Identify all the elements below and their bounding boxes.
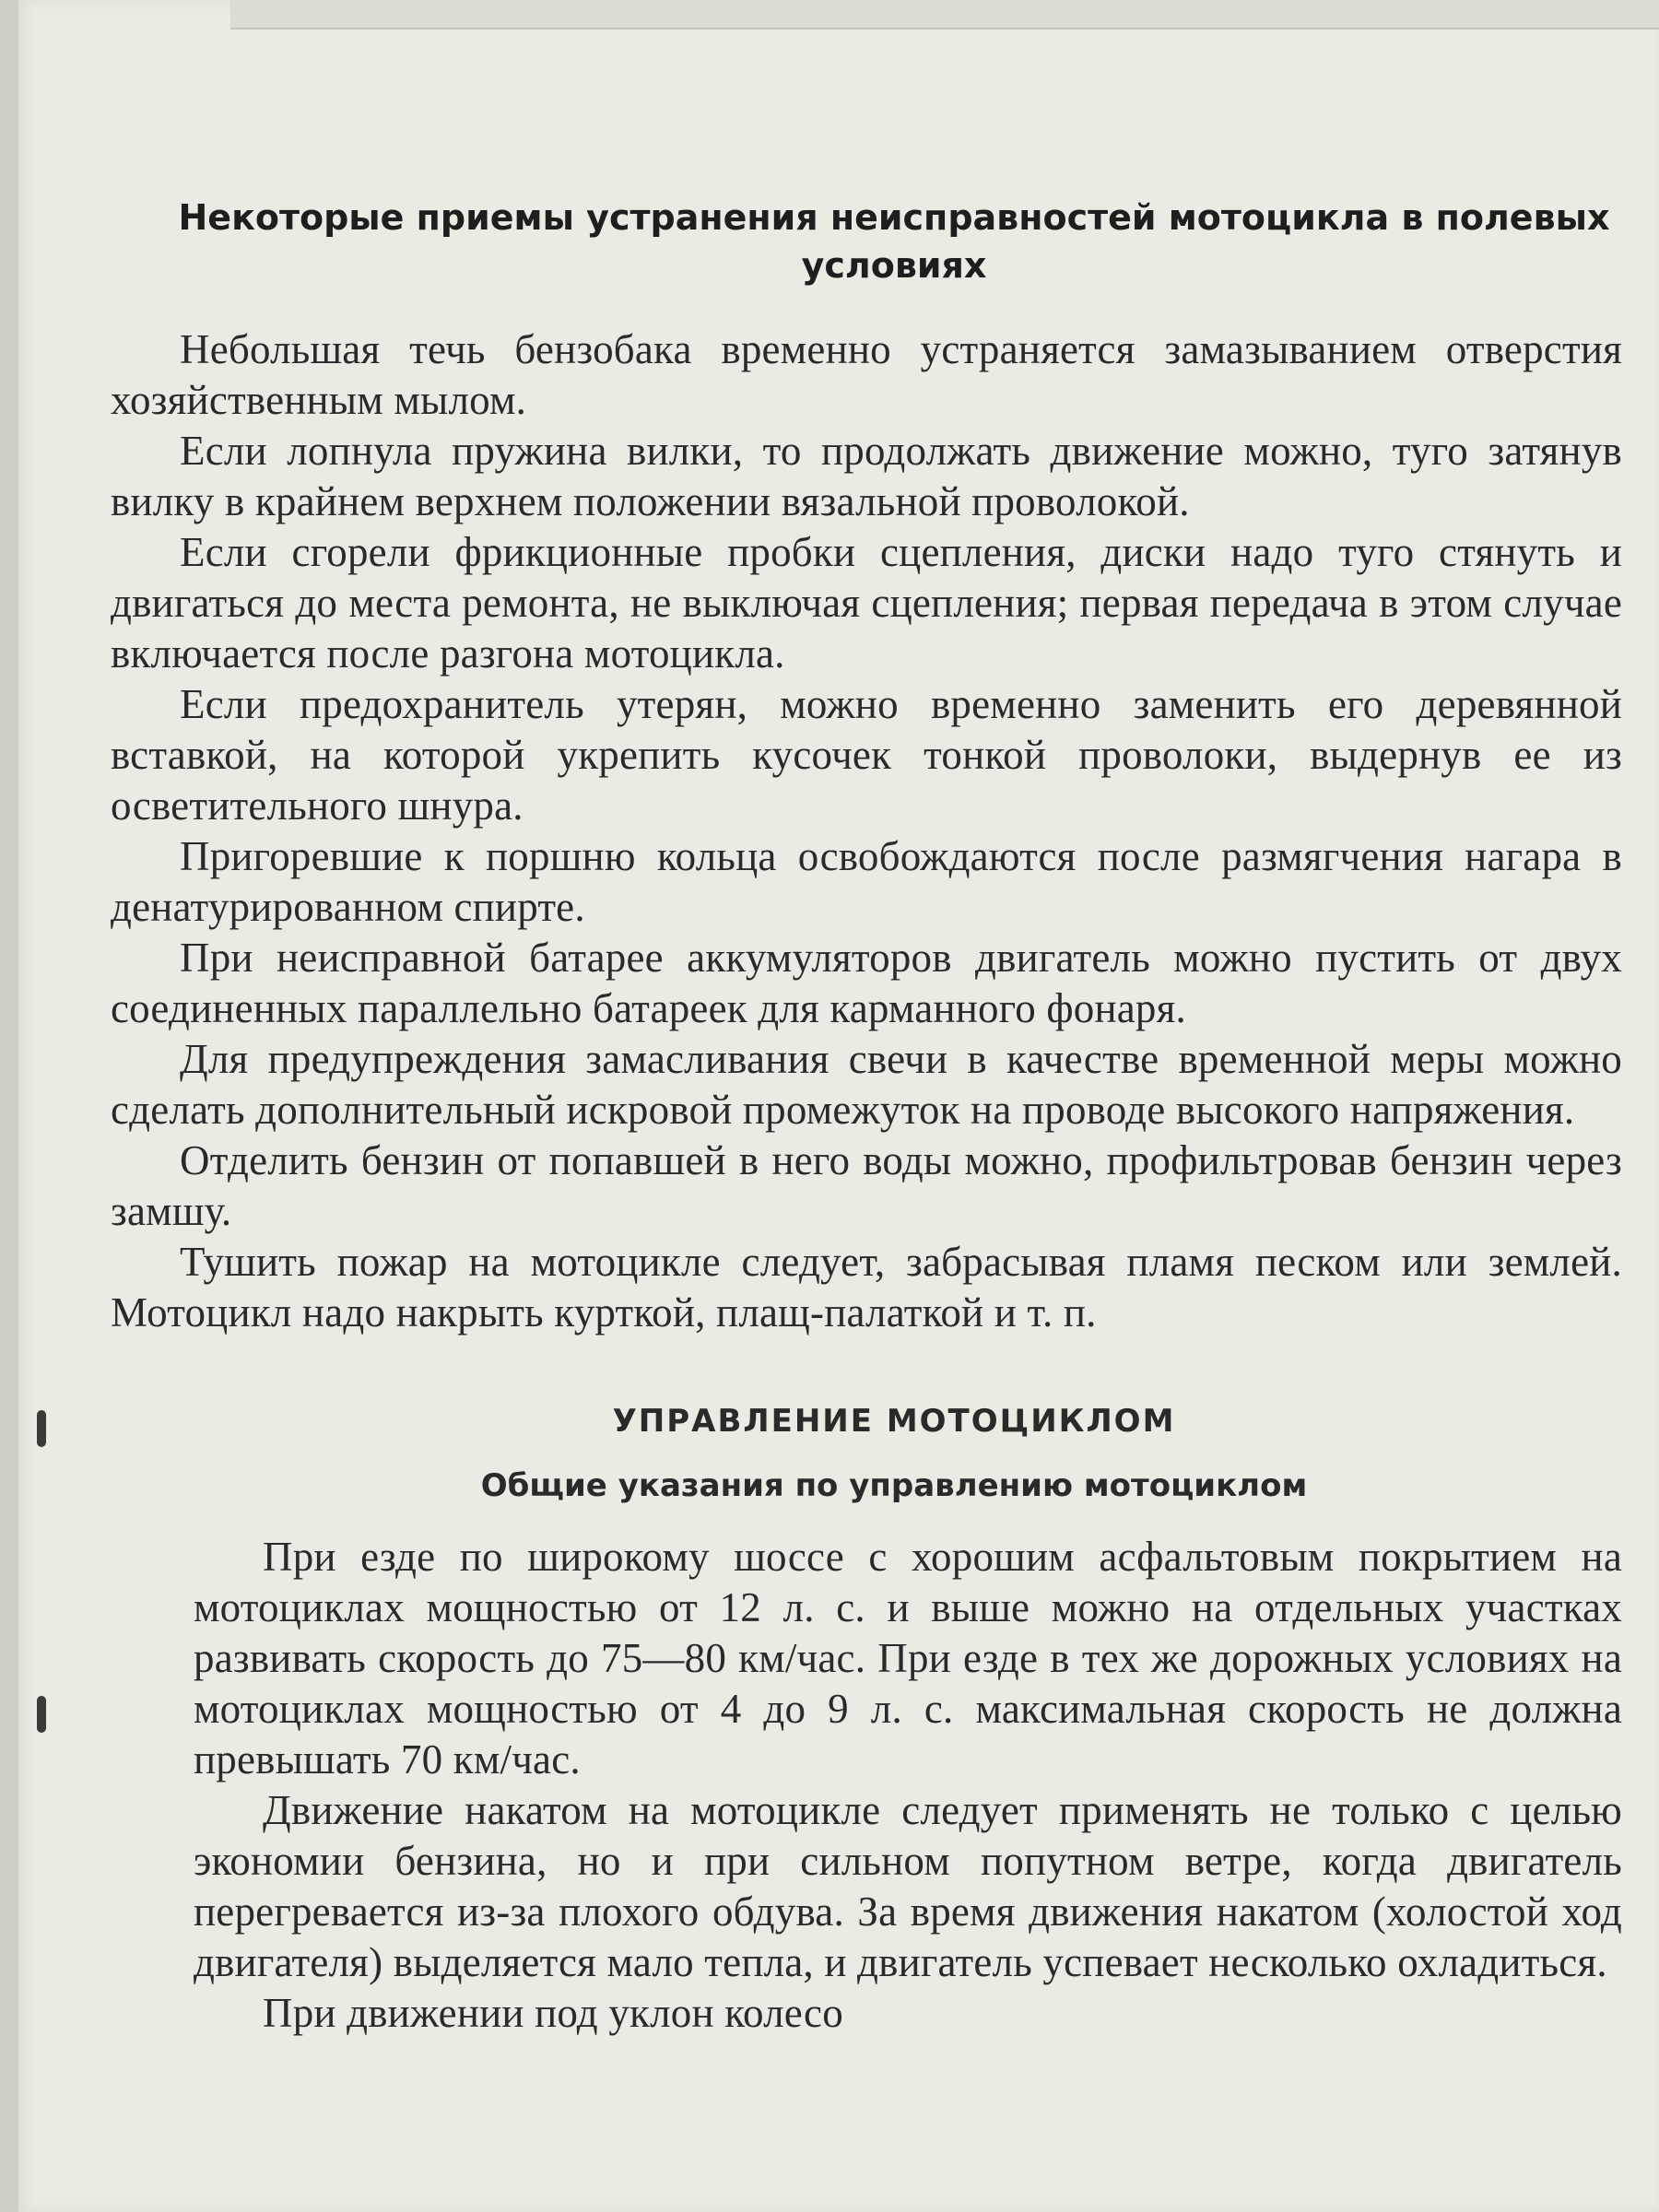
paragraph: При движении под уклон колесо (263, 1990, 843, 2036)
paper-stain (37, 1410, 46, 1447)
page-top-edge (230, 0, 1659, 29)
paragraph: Тушить пожар на мотоцикле следует, забрасывая пламя песком или землей. Мотоцикл надо накрыть курткой, плащ-палаткой и т. п. (111, 1239, 1622, 1335)
paragraph-list (111, 324, 1622, 1338)
paragraph: Для предупреждения замасливания свечи в качестве временной меры можно сделать дополнительный искровой промежуток на проводе высокого напряжения. (111, 1036, 1622, 1133)
section-management (111, 1403, 1622, 2039)
document-title: Некоторые приемы устранения неисправностей мотоцикла в полевых условиях (178, 197, 1610, 286)
paragraph: При езде по широкому шоссе с хорошим асфальтовым покрытием на мотоциклах мощностью от 12 л. с. и выше можно на отдельных участках развивать скорость до 75—80 км/час. При езде в тех же дорожных условиях на мотоциклах мощностью от 4 до 9 л. с. максимальная скорость не должна превышать 70 км/час. (194, 1534, 1622, 1783)
paper-stain (37, 1696, 46, 1733)
paragraph: Отделить бензин от попавшей в него воды можно, профильтровав бензин через замшу. (111, 1137, 1622, 1234)
document-body (111, 194, 1622, 2039)
paragraph: Если сгорели фрикционные пробки сцепления, диски надо туго стянуть и двигаться до места ремонта, не выключая сцепления; первая передача в этом случае включается после разгона мотоцикла. (111, 529, 1622, 677)
section-subtitle: Общие указания по управлению мотоциклом (480, 1467, 1308, 1504)
paper-page (18, 0, 1659, 2212)
paragraph: Пригоревшие к поршню кольца освобождаются после размягчения нагара в денатурированном спирте. (111, 833, 1622, 930)
paragraph: Если лопнула пружина вилки, то продолжать движение можно, туго затянув вилку в крайнем верхнем положении вязальной проволокой. (111, 428, 1622, 524)
paragraph: При неисправной батарее аккумуляторов двигатель можно пустить от двух соединенных параллельно батареек для карманного фонаря. (111, 935, 1622, 1031)
paragraph: Если предохранитель утерян, можно временно заменить его деревянной вставкой, на которой укрепить кусочек тонкой проволоки, выдернув ее из осветительного шнура. (111, 681, 1622, 829)
paragraph: Движение накатом на мотоцикле следует применять не только с целью экономии бензина, но и при сильном попутном ветре, когда двигатель перегревается из-за плохого обдува. За время движения накатом (холостой ход двигателя) выделяется мало тепла, и двигатель успевает несколько охладиться. (194, 1787, 1622, 1985)
section-title: УПРАВЛЕНИЕ МОТОЦИКЛОМ (612, 1403, 1176, 1440)
paragraph: Небольшая течь бензобака временно устраняется замазыванием отверстия хозяйственным мылом. (111, 326, 1622, 423)
